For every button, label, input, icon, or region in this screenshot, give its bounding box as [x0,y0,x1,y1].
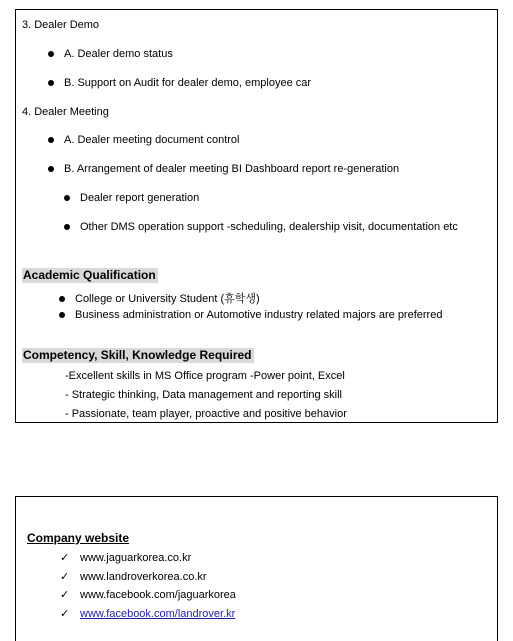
website-link-hyperlink[interactable] [80,607,235,621]
academic-item: College or University Student (휴학생) [75,293,260,305]
website-link[interactable]: ✓ www.landroverkorea.co.kr [80,570,207,584]
dealer-meeting-title: 4. Dealer Meeting [22,106,109,118]
dealer-demo-title: 3. Dealer Demo [22,19,100,31]
competency-item: - Strategic thinking, Data management and reporting skill [65,389,342,401]
dealer-meeting-subitem: Other DMS operation support -scheduling, dealership visit, documentation etc [80,221,458,233]
job-description-box [15,9,498,423]
dealer-meeting-subitem: Dealer report generation [80,192,200,204]
website-link[interactable]: ✓ www.jaguarkorea.co.kr [80,551,191,565]
landrover-facebook-link[interactable]: www.facebook.com/landrover.kr [80,608,236,620]
academic-qualification-heading: Academic Qualification [23,268,156,282]
academic-item: Business administration or Automotive industry related majors are preferred [75,309,443,321]
dealer-demo-item: A. Dealer demo status [64,48,173,60]
competency-item: - Passionate, team player, proactive and positive behavior [65,408,347,420]
dealer-meeting-item: A. Dealer meeting document control [64,134,240,146]
competency-item: -Excellent skills in MS Office program -Power point, Excel [65,370,345,382]
company-website-box [15,496,498,641]
dealer-meeting-item: B. Arrangement of dealer meeting BI Dashboard report re-generation [64,163,400,175]
dealer-demo-item: B. Support on Audit for dealer demo, employee car [64,77,312,89]
competency-heading: Competency, Skill, Knowledge Required [23,348,252,362]
website-link[interactable]: ✓ www.facebook.com/jaguarkorea [80,588,236,602]
company-website-heading: Company website [27,531,130,545]
